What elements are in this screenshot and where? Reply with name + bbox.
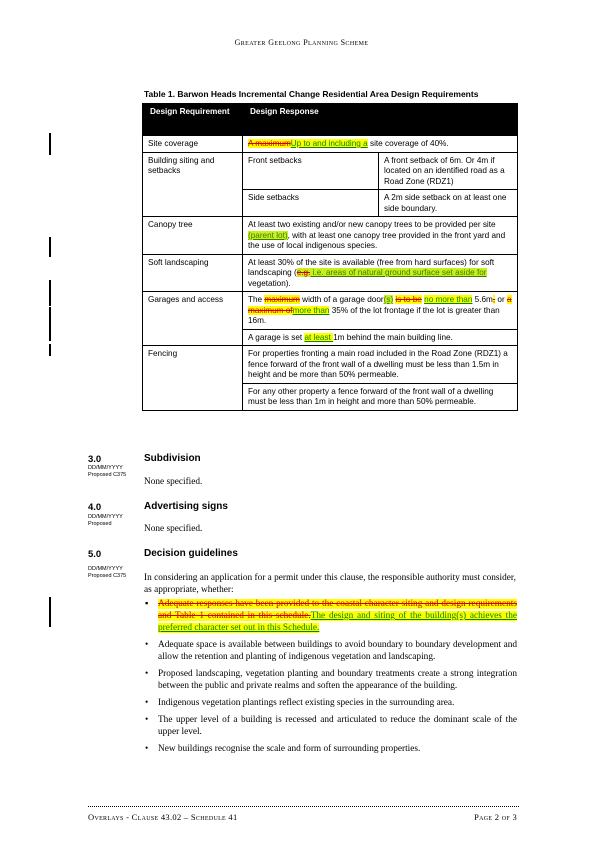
deleted-text: is to be xyxy=(395,295,422,304)
list-item xyxy=(144,714,517,738)
table-header-row xyxy=(143,104,518,136)
section-title: Subdivision xyxy=(144,453,201,464)
section-date xyxy=(88,465,126,479)
response-text: width of a garage door xyxy=(299,295,384,304)
change-bar xyxy=(49,280,51,306)
response-text: or xyxy=(495,295,507,304)
list-item-text: Adequate space is available between buildings to avoid boundary to boundary development and allow the retention and planting of indigenous vegetation and landscaping. xyxy=(158,640,517,662)
section-number: 5.0 xyxy=(88,549,102,560)
section-title: Decision guidelines xyxy=(144,548,238,559)
bullet-icon: • xyxy=(145,715,149,725)
deleted-text: e.g. xyxy=(296,268,311,277)
decision-guidelines-list xyxy=(144,598,517,760)
row-response: For properties fronting a main road included in the Road Zone (RDZ1) a fence forward of the front wall of a dwelling must be less than 1.5m in height and be more than 50% permeable. xyxy=(243,346,518,384)
col-header-requirement: Design Requirement xyxy=(143,104,243,136)
section-number: 4.0 xyxy=(88,502,102,513)
row-response: For any other property a fence forward of the front wall of a dwelling must be less than 1m in height and more than 50% permeable. xyxy=(243,383,518,410)
table-row-fencing-1 xyxy=(143,346,518,384)
section-number: 3.0 xyxy=(88,454,102,465)
row-label: Garages and access xyxy=(143,292,243,346)
change-bar xyxy=(49,597,51,627)
row-label: Building siting and setbacks xyxy=(143,152,243,217)
amendment-text: Proposed C375 xyxy=(88,472,127,478)
deleted-text: maximum xyxy=(264,295,300,304)
date-text: DD/MM/YYYY xyxy=(88,465,123,471)
col-header-response: Design Response xyxy=(243,104,518,136)
deleted-text: Adequate responses have been provided to the coastal character siting and design requirements and Table 1 contained in this schedule. xyxy=(158,599,517,621)
row-label: Soft landscaping xyxy=(143,254,243,292)
inserted-text: (s) xyxy=(383,295,394,304)
row-response xyxy=(243,136,518,153)
list-item xyxy=(144,639,517,663)
change-bar xyxy=(49,344,51,356)
list-item xyxy=(144,697,517,709)
list-item xyxy=(144,598,517,634)
change-bar xyxy=(49,237,51,257)
list-item-text: New buildings recognise the scale and form of surrounding properties. xyxy=(158,744,421,754)
inserted-text: The design and siting of the building(s) achieves the preferred character set out in this Schedule. xyxy=(158,611,518,633)
deleted-text: , xyxy=(492,295,496,304)
response-text: A garage is set xyxy=(248,332,305,342)
sub-label: Side setbacks xyxy=(243,190,379,217)
row-label: Site coverage xyxy=(143,136,243,153)
list-item xyxy=(144,743,517,755)
sub-label: Front setbacks xyxy=(243,152,379,190)
section-date xyxy=(88,514,123,528)
inserted-text: no more than xyxy=(424,295,473,304)
date-text: DD/MM/YYYY xyxy=(88,514,123,520)
footer-divider xyxy=(88,806,519,807)
inserted-text: Up to and including a xyxy=(290,139,368,148)
row-label: Canopy tree xyxy=(143,217,243,255)
table-title: Table 1. Barwon Heads Incremental Change Residential Area Design Requirements xyxy=(144,89,479,99)
deleted-text: A maximum xyxy=(248,139,291,148)
row-response: A front setback of 6m. Or 4m if located on an identified road as a Road Zone (RDZ1) xyxy=(379,152,518,190)
change-bar xyxy=(49,133,51,155)
row-response xyxy=(243,217,518,255)
response-text: 1m behind the main building line. xyxy=(333,332,453,342)
response-text: At least 30% of the site is available (free from hard surfaces) for soft landscaping ( xyxy=(248,257,495,277)
inserted-text: more than xyxy=(292,305,330,315)
bullet-icon: • xyxy=(145,669,149,679)
bullet-icon: • xyxy=(145,744,149,754)
section-body: None specified. xyxy=(144,477,203,487)
row-response xyxy=(243,292,518,330)
change-bar xyxy=(49,307,51,341)
response-text: 35% of the lot frontage if the lot is greater than 16m. xyxy=(248,305,500,325)
page-header: Greater Geelong Planning Scheme xyxy=(234,38,369,47)
response-text: The xyxy=(248,295,265,304)
bullet-icon: • xyxy=(145,698,149,708)
row-response xyxy=(243,329,518,346)
response-text: 5.6m xyxy=(472,295,493,304)
deleted-text: a maximum of xyxy=(248,295,512,315)
response-text: At least two existing and/or new canopy trees to be provided per site xyxy=(248,220,496,229)
section-body: None specified. xyxy=(144,524,203,534)
footer-clause: Overlays - Clause 43.02 – Schedule 41 xyxy=(88,812,238,822)
row-response xyxy=(243,254,518,292)
table-row-garages-1 xyxy=(143,292,518,330)
response-text: , with at least one canopy tree provided in the front yard and the use of local indigenous species. xyxy=(248,230,506,250)
table-row-site-coverage xyxy=(143,136,518,153)
list-item xyxy=(144,668,517,692)
bullet-icon: • xyxy=(145,640,149,650)
response-text: site coverage of 40%. xyxy=(367,139,449,148)
row-label: Fencing xyxy=(143,346,243,411)
list-item-text: The upper level of a building is recessed and articulated to reduce the dominant scale of the upper level. xyxy=(158,715,517,737)
square-bullet-icon: ▪ xyxy=(145,599,149,609)
table-row-front-setbacks xyxy=(143,152,518,190)
section-title: Advertising signs xyxy=(144,501,228,512)
design-requirements-table xyxy=(142,103,518,411)
response-text: vegetation). xyxy=(248,278,291,288)
list-item-text: Proposed landscaping, vegetation planting and boundary treatments create a strong integration between the public and private realms and soften the appearance of the building. xyxy=(158,669,517,691)
section-intro: In considering an application for a permit under this clause, the responsible authority must consider, as appropriate, whether: xyxy=(144,573,516,595)
date-text: DD/MM/YYYY xyxy=(88,566,123,572)
inserted-text: i.e. areas of natural ground surface set aside for xyxy=(310,268,487,277)
row-response: A 2m side setback on at least one side boundary. xyxy=(379,190,518,217)
section-date xyxy=(88,566,126,580)
table-row-canopy-tree xyxy=(143,217,518,255)
inserted-text: at least xyxy=(304,332,334,342)
footer-page-number: Page 2 of 3 xyxy=(474,812,517,822)
amendment-text: Proposed xyxy=(88,521,112,527)
list-item-text: Indigenous vegetation plantings reflect existing species in the surrounding area. xyxy=(158,698,455,708)
amendment-text: Proposed C375 xyxy=(88,573,127,579)
inserted-text: (parent lot) xyxy=(248,230,288,240)
table-row-soft-landscaping xyxy=(143,254,518,292)
